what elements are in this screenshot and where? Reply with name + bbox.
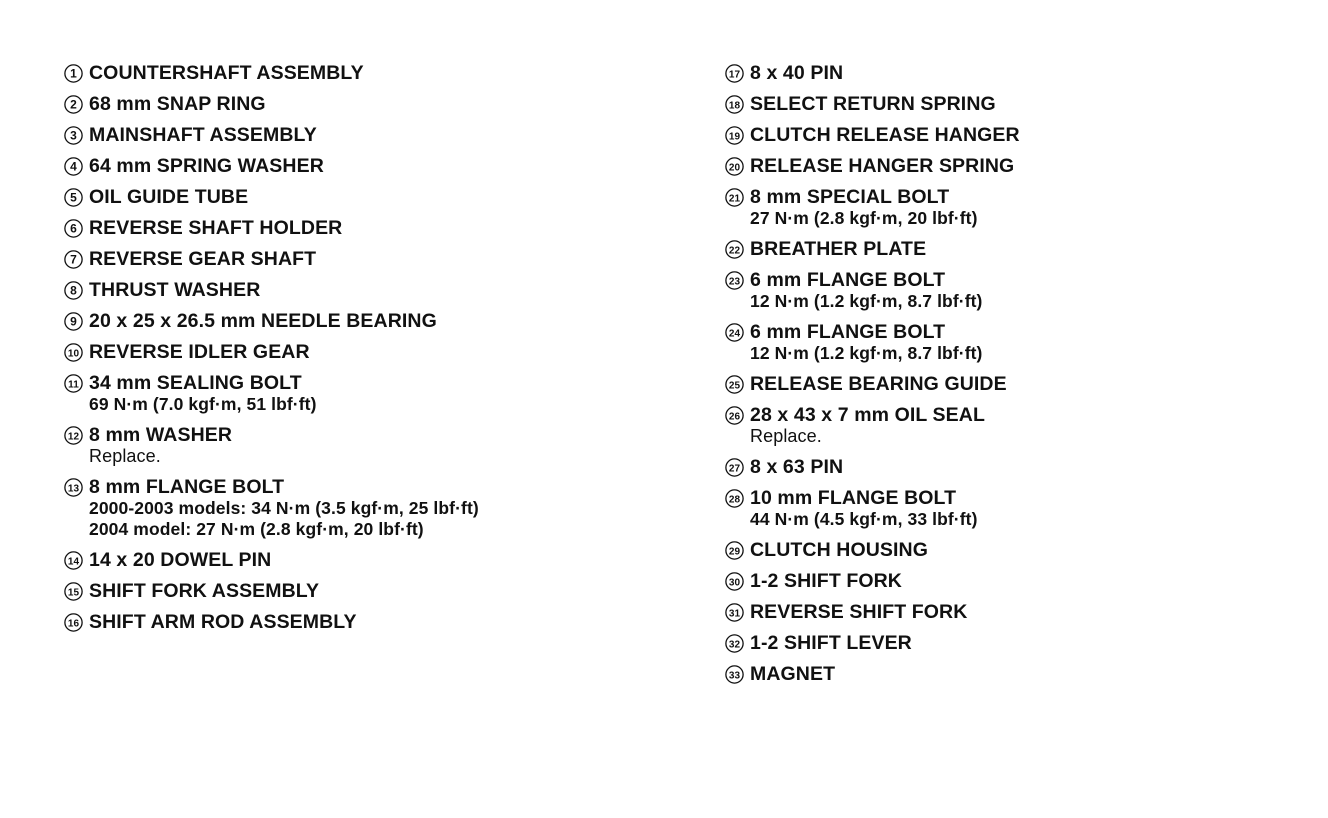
callout-number-icon <box>723 487 745 509</box>
part-item <box>723 535 1283 566</box>
part-item <box>62 244 662 275</box>
part-note: Replace. <box>750 426 822 446</box>
part-item <box>723 566 1283 597</box>
part-text <box>750 321 982 364</box>
part-text <box>750 155 1014 177</box>
part-item <box>723 452 1283 483</box>
torque-spec: 44 N·m (4.5 kgf·m, 33 lbf·ft) <box>750 509 978 529</box>
part-label: 8 x 40 PIN <box>750 62 844 84</box>
part-item <box>723 182 1283 234</box>
callout-number: 9 <box>69 314 77 329</box>
part-text <box>750 663 835 685</box>
callout-number-icon <box>723 404 745 426</box>
callout-number: 26 <box>728 411 740 423</box>
callout-number-icon <box>62 186 84 208</box>
callout-number-icon <box>723 601 745 623</box>
callout-number: 10 <box>67 348 79 360</box>
callout-number: 18 <box>728 100 740 112</box>
callout-number: 22 <box>728 245 740 257</box>
callout-number-icon <box>62 580 84 602</box>
part-label: 34 mm SEALING BOLT <box>89 372 302 394</box>
part-item <box>723 120 1283 151</box>
callout-number: 7 <box>69 252 77 267</box>
part-item <box>723 628 1283 659</box>
part-item <box>62 576 662 607</box>
part-label: 20 x 25 x 26.5 mm NEEDLE BEARING <box>89 310 437 332</box>
callout-number-icon <box>62 476 84 498</box>
parts-list-right <box>723 58 1283 690</box>
part-text <box>89 372 317 415</box>
callout-number: 13 <box>67 483 79 495</box>
part-text <box>750 539 928 561</box>
part-label: BREATHER PLATE <box>750 238 927 260</box>
part-label: THRUST WASHER <box>89 279 261 301</box>
part-text <box>750 269 982 312</box>
part-text <box>750 601 967 623</box>
callout-number-icon <box>723 155 745 177</box>
callout-number: 16 <box>67 618 79 630</box>
callout-number-icon <box>723 570 745 592</box>
part-label: 8 x 63 PIN <box>750 456 844 478</box>
part-text <box>89 476 479 540</box>
part-label: RELEASE HANGER SPRING <box>750 155 1015 177</box>
part-text <box>89 217 342 239</box>
callout-number-icon <box>723 539 745 561</box>
part-text <box>750 487 978 530</box>
callout-number-icon <box>723 456 745 478</box>
torque-spec: 69 N·m (7.0 kgf·m, 51 lbf·ft) <box>89 394 317 414</box>
part-text <box>750 632 912 654</box>
callout-number-icon <box>723 663 745 685</box>
callout-number: 28 <box>728 494 740 506</box>
part-label: REVERSE IDLER GEAR <box>89 341 310 363</box>
callout-number: 32 <box>728 639 740 651</box>
callout-number-icon <box>62 248 84 270</box>
part-text <box>89 124 317 146</box>
callout-number: 21 <box>728 193 740 205</box>
part-text <box>750 238 926 260</box>
part-label: 64 mm SPRING WASHER <box>89 155 324 177</box>
part-text <box>750 93 996 115</box>
part-note: Replace. <box>89 446 161 466</box>
part-text <box>89 580 319 602</box>
callout-number: 6 <box>69 221 77 236</box>
callout-number-icon <box>62 310 84 332</box>
part-label: CLUTCH HOUSING <box>750 539 928 561</box>
torque-spec: 27 N·m (2.8 kgf·m, 20 lbf·ft) <box>750 208 978 228</box>
part-label: 8 mm WASHER <box>89 424 233 446</box>
part-text <box>89 424 232 467</box>
callout-number-icon <box>723 632 745 654</box>
part-label: 1-2 SHIFT LEVER <box>750 632 912 654</box>
part-text <box>750 570 902 592</box>
part-text <box>89 549 271 571</box>
callout-number: 33 <box>728 670 740 682</box>
callout-number: 19 <box>728 131 740 143</box>
torque-spec: 2004 model: 27 N·m (2.8 kgf·m, 20 lbf·ft) <box>89 519 424 539</box>
callout-number: 3 <box>69 128 77 143</box>
part-label: 8 mm SPECIAL BOLT <box>750 186 950 208</box>
part-label: SHIFT FORK ASSEMBLY <box>89 580 320 602</box>
part-label: OIL GUIDE TUBE <box>89 186 249 208</box>
part-item <box>723 89 1283 120</box>
part-item <box>62 472 662 545</box>
part-label: SELECT RETURN SPRING <box>750 93 996 115</box>
callout-number: 25 <box>728 380 740 392</box>
part-item <box>62 182 662 213</box>
callout-number-icon <box>62 424 84 446</box>
callout-number: 27 <box>728 463 740 475</box>
part-item <box>723 483 1283 535</box>
part-text <box>750 404 985 447</box>
part-text <box>89 310 437 332</box>
part-label: 28 x 43 x 7 mm OIL SEAL <box>750 404 985 426</box>
part-label: 10 mm FLANGE BOLT <box>750 487 957 509</box>
part-item <box>723 234 1283 265</box>
callout-number: 31 <box>728 608 740 620</box>
callout-number-icon <box>723 186 745 208</box>
part-text <box>750 124 1020 146</box>
callout-number-icon <box>62 341 84 363</box>
part-label: SHIFT ARM ROD ASSEMBLY <box>89 611 357 633</box>
torque-spec: 2000-2003 models: 34 N·m (3.5 kgf·m, 25 lbf·ft) <box>89 498 479 518</box>
part-text <box>89 155 324 177</box>
callout-number: 2 <box>69 97 77 112</box>
part-text <box>89 611 357 633</box>
part-item <box>723 265 1283 317</box>
callout-number-icon <box>723 238 745 260</box>
part-item <box>62 420 662 472</box>
callout-number: 11 <box>67 379 79 391</box>
callout-number: 8 <box>69 283 77 298</box>
part-item <box>62 275 662 306</box>
part-item <box>62 607 662 638</box>
callout-number: 5 <box>69 190 77 205</box>
callout-number: 1 <box>69 66 77 81</box>
part-item <box>62 58 662 89</box>
callout-number-icon <box>62 62 84 84</box>
torque-spec: 12 N·m (1.2 kgf·m, 8.7 lbf·ft) <box>750 343 983 363</box>
part-label: REVERSE SHIFT FORK <box>750 601 968 623</box>
callout-number: 4 <box>69 159 77 174</box>
callout-number-icon <box>723 269 745 291</box>
callout-number-icon <box>62 279 84 301</box>
callout-number: 14 <box>67 556 79 568</box>
callout-number-icon <box>62 611 84 633</box>
part-item <box>62 120 662 151</box>
part-label: REVERSE SHAFT HOLDER <box>89 217 343 239</box>
callout-number: 20 <box>728 162 740 174</box>
part-item <box>62 337 662 368</box>
part-label: CLUTCH RELEASE HANGER <box>750 124 1020 146</box>
part-text <box>89 279 260 301</box>
part-text <box>89 186 248 208</box>
part-item <box>62 368 662 420</box>
part-label: COUNTERSHAFT ASSEMBLY <box>89 62 364 84</box>
part-item <box>62 306 662 337</box>
part-text <box>750 373 1007 395</box>
callout-number-icon <box>62 217 84 239</box>
part-label: RELEASE BEARING GUIDE <box>750 373 1007 395</box>
torque-spec: 12 N·m (1.2 kgf·m, 8.7 lbf·ft) <box>750 291 983 311</box>
part-item <box>723 369 1283 400</box>
part-text <box>89 62 364 84</box>
part-item <box>723 597 1283 628</box>
callout-number-icon <box>723 93 745 115</box>
callout-number-icon <box>723 373 745 395</box>
part-label: MAGNET <box>750 663 836 685</box>
callout-number: 23 <box>728 276 740 288</box>
callout-number-icon <box>62 372 84 394</box>
part-text <box>89 341 310 363</box>
callout-number: 29 <box>728 546 740 558</box>
part-label: 14 x 20 DOWEL PIN <box>89 549 272 571</box>
part-item <box>723 151 1283 182</box>
callout-number: 15 <box>67 587 79 599</box>
callout-number-icon <box>62 93 84 115</box>
callout-number-icon <box>723 124 745 146</box>
part-label: REVERSE GEAR SHAFT <box>89 248 317 270</box>
callout-number-icon <box>62 155 84 177</box>
part-label: 6 mm FLANGE BOLT <box>750 269 946 291</box>
part-text <box>89 248 316 270</box>
callout-number-icon <box>723 321 745 343</box>
part-item <box>723 317 1283 369</box>
part-label: MAINSHAFT ASSEMBLY <box>89 124 317 146</box>
part-item <box>723 659 1283 690</box>
part-text <box>750 186 978 229</box>
part-text <box>750 456 843 478</box>
part-item <box>62 213 662 244</box>
callout-number: 30 <box>728 577 740 589</box>
callout-number: 24 <box>728 328 740 340</box>
part-label: 6 mm FLANGE BOLT <box>750 321 946 343</box>
part-text <box>89 93 266 115</box>
callout-number-icon <box>62 549 84 571</box>
callout-number-icon <box>62 124 84 146</box>
callout-number: 17 <box>728 69 740 81</box>
parts-list-left <box>62 58 662 638</box>
part-item <box>62 89 662 120</box>
part-item <box>723 58 1283 89</box>
part-item <box>62 545 662 576</box>
part-label: 68 mm SNAP RING <box>89 93 266 115</box>
part-label: 8 mm FLANGE BOLT <box>89 476 285 498</box>
callout-number-icon <box>723 62 745 84</box>
callout-number: 12 <box>67 431 79 443</box>
part-label: 1-2 SHIFT FORK <box>750 570 902 592</box>
part-item <box>62 151 662 182</box>
part-item <box>723 400 1283 452</box>
part-text <box>750 62 843 84</box>
